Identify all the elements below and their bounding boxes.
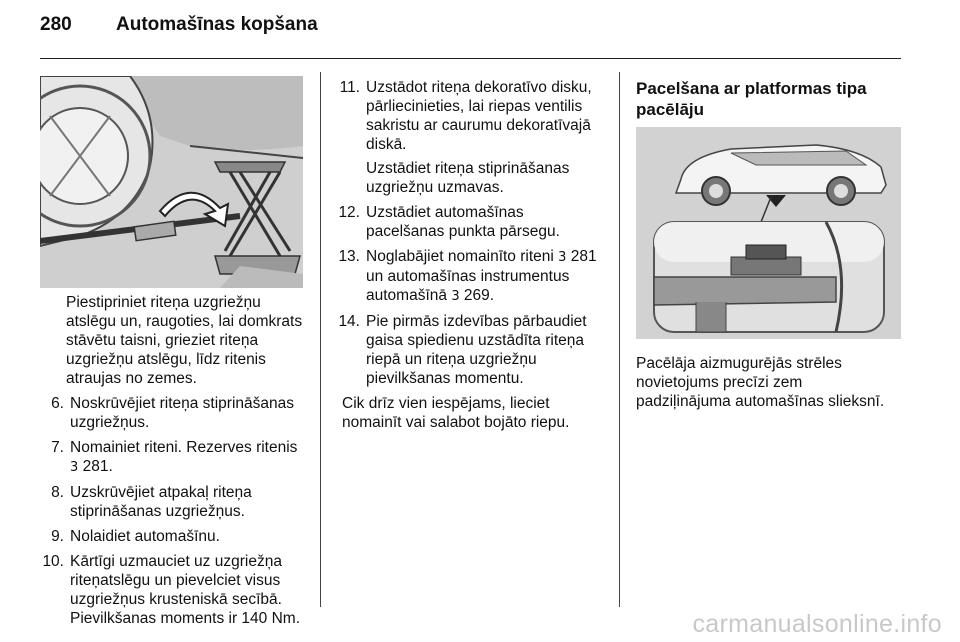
figure-caption: Pacēlāja aizmugurējās strēles novietojums precīzi zem padziļinājuma automašīnas slieksnī. (636, 355, 885, 410)
closing-paragraph: Cik drīz vien iespējams, lieciet nomainīt vai salabot bojāto riepu. (342, 395, 570, 431)
page-title: Automašīnas kopšana (116, 14, 318, 35)
step-text: Nomainiet riteni. Rezerves ritenis (70, 439, 298, 456)
jack-drawing (40, 76, 303, 288)
page-reference-text: 269. (459, 287, 495, 304)
step-text: Pie pirmās izdevības pārbaudiet gaisa spiedienu uzstādīta riteņa riepā un riteņa uzgriežņu pievilkšanas momentu. (366, 313, 587, 387)
page-reference-text: 281 un automašīnas instrumentus automašīnā (366, 248, 597, 304)
intro-paragraph: Piestipriniet riteņa uzgriežņu atslēgu un, raugoties, lai domkrats stāvētu taisni, grieziet riteņa uzgriežņu atslēgu, līdz ritenis atraujas no zemes. (66, 294, 303, 387)
step-12 (336, 203, 604, 241)
step-text: Noglabājiet nomainīto riteni (366, 248, 554, 265)
step-number: 12. (338, 204, 360, 221)
step-10 (40, 552, 305, 628)
step-11-extra: Uzstādiet riteņa stiprināšanas uzgriežņu uzmavas. (366, 160, 570, 196)
lift-illustration (636, 127, 901, 339)
step-14 (336, 312, 604, 388)
step-number: 10. (42, 553, 64, 570)
page-reference-text: 281. (78, 458, 113, 475)
step-11 (336, 78, 604, 197)
watermark: carmanualsonline.info (692, 610, 942, 638)
step-number: 13. (338, 248, 360, 265)
step-number: 9. (51, 528, 64, 545)
column-1-text (40, 293, 305, 634)
jack-illustration (40, 76, 303, 288)
section-heading: Pacelšana ar platformas tipa pacēlāju (636, 79, 867, 119)
page-reference-icon: 3 (451, 289, 460, 304)
column-divider-2 (619, 72, 620, 607)
step-number: 7. (51, 439, 64, 456)
page-number: 280 (40, 14, 72, 35)
step-9 (40, 527, 305, 546)
lift-drawing (636, 127, 901, 339)
step-text: Uzstādiet automašīnas pacelšanas punkta pārsegu. (366, 204, 560, 240)
column-2-text (336, 78, 604, 432)
column-divider-1 (320, 72, 321, 607)
step-number: 11. (339, 79, 360, 96)
step-6 (40, 394, 305, 432)
step-text: Noskrūvējiet riteņa stiprināšanas uzgriežņus. (70, 395, 294, 431)
step-text: Uzskrūvējiet atpakaļ riteņa stiprināšanas uzgriežņus. (70, 484, 252, 520)
step-text: Nolaidiet automašīnu. (70, 528, 220, 545)
header-rule (40, 58, 901, 59)
page-reference-icon: 3 (70, 460, 79, 475)
step-number: 14. (338, 313, 360, 330)
page-reference-icon: 3 (558, 250, 567, 265)
step-number: 6. (51, 395, 64, 412)
page-header (40, 14, 318, 36)
step-text: Uzstādot riteņa dekoratīvo disku, pārliecinieties, lai riepas ventilis sakristu ar caurumu dekoratīvajā diskā. (366, 79, 592, 153)
step-13 (336, 247, 604, 306)
step-8 (40, 483, 305, 521)
step-number: 8. (51, 484, 64, 501)
step-text: Kārtīgi uzmauciet uz uzgriežņa riteņatslēgu un pievelciet visus uzgriežņus krusteniskā secībā. Pievilkšanas moments ir 140 Nm. (70, 553, 300, 627)
step-7 (40, 438, 305, 477)
